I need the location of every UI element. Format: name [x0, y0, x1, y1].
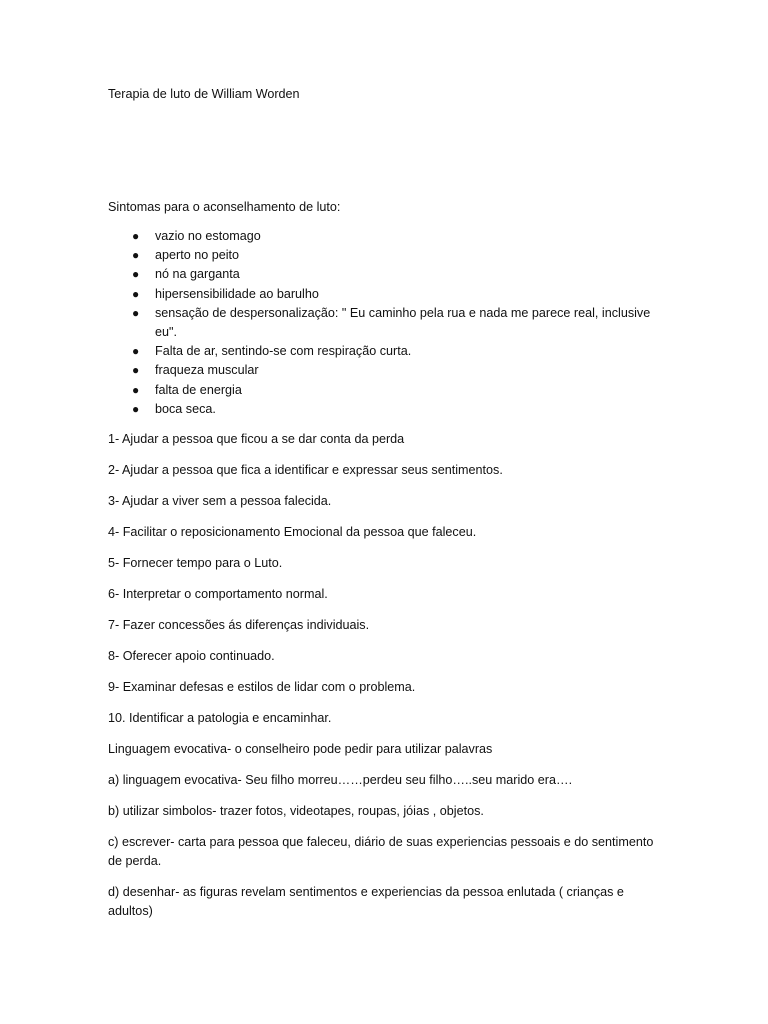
step-paragraph: 2- Ajudar a pessoa que fica a identificar e expressar seus sentimentos.	[108, 463, 503, 478]
evocative-item: d) desenhar- as figuras revelam sentimentos e experiencias da pessoa enlutada ( crianças e adultos)	[108, 885, 624, 919]
bullet-icon: ●	[132, 401, 140, 416]
bullet-icon: ●	[132, 305, 140, 320]
step-paragraph: 8- Oferecer apoio continuado.	[108, 649, 275, 664]
bullet-icon: ●	[132, 344, 140, 359]
document-title: Terapia de luto de William Worden	[108, 87, 300, 101]
bullet-icon: ●	[132, 382, 140, 397]
step-paragraph: 4- Facilitar o reposicionamento Emocional da pessoa que faleceu.	[108, 525, 477, 540]
evocative-item: b) utilizar simbolos- trazer fotos, videotapes, roupas, jóias , objetos.	[108, 804, 484, 819]
symptom-item: ● vazio no estomago	[108, 227, 668, 246]
step-paragraph: 9- Examinar defesas e estilos de lidar com o problema.	[108, 680, 416, 695]
step-paragraph: 7- Fazer concessões ás diferenças individuais.	[108, 618, 370, 633]
symptoms-list	[108, 227, 668, 419]
step-paragraph: 10. Identificar a patologia e encaminhar.	[108, 711, 332, 726]
symptom-item: ● Falta de ar, sentindo-se com respiração curta.	[108, 342, 668, 361]
symptom-item: ● falta de energia	[108, 381, 668, 400]
step-paragraph: 6- Interpretar o comportamento normal.	[108, 587, 328, 602]
step-paragraph: 3- Ajudar a viver sem a pessoa falecida.	[108, 494, 332, 509]
symptom-item: ● hipersensibilidade ao barulho	[108, 285, 668, 304]
evocative-heading: Linguagem evocativa- o conselheiro pode pedir para utilizar palavras	[108, 742, 493, 757]
symptom-item: ● sensação de despersonalização: " Eu caminho pela rua e nada me parece real, inclusive eu".	[132, 305, 651, 340]
symptom-item: ● boca seca.	[108, 400, 668, 419]
bullet-icon: ●	[132, 286, 140, 301]
blank-space	[108, 104, 668, 198]
symptoms-heading: Sintomas para o aconselhamento de luto:	[108, 200, 341, 214]
document-body	[108, 85, 668, 933]
evocative-item: c) escrever- carta para pessoa que faleceu, diário de suas experiencias pessoais e do sentimento de perda.	[108, 835, 654, 869]
step-paragraph: 5- Fornecer tempo para o Luto.	[108, 556, 283, 571]
step-paragraph: 1- Ajudar a pessoa que ficou a se dar conta da perda	[108, 432, 405, 447]
bullet-icon: ●	[132, 248, 140, 263]
symptom-item: ● aperto no peito	[108, 246, 668, 265]
bullet-icon: ●	[132, 363, 140, 378]
bullet-icon: ●	[132, 229, 140, 243]
bullet-icon: ●	[132, 267, 140, 282]
symptom-item: ● nó na garganta	[108, 265, 668, 284]
symptom-item: ● fraqueza muscular	[108, 361, 668, 380]
evocative-item: a) linguagem evocativa- Seu filho morreu……perdeu seu filho…..seu marido era….	[108, 773, 573, 788]
